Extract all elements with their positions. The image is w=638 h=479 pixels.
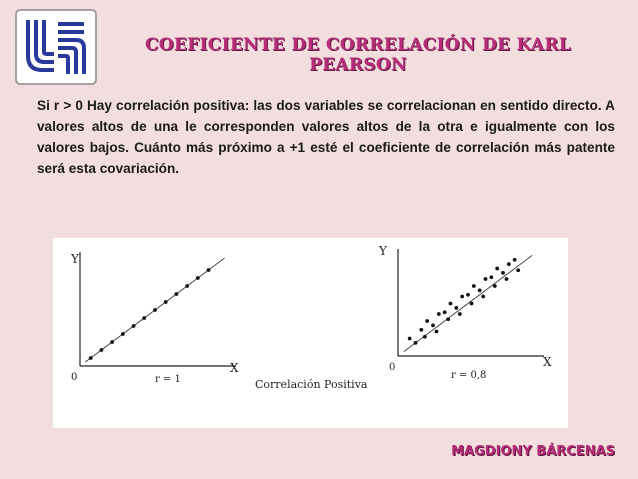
data-point <box>454 306 458 310</box>
data-point <box>164 300 168 304</box>
data-point <box>153 308 157 312</box>
data-point <box>89 356 93 360</box>
x-axis-label: X <box>230 361 239 375</box>
institution-logo-icon <box>14 8 98 86</box>
data-point <box>513 258 517 262</box>
data-point <box>472 284 476 288</box>
data-point <box>425 319 429 323</box>
data-point <box>419 328 423 332</box>
chart-r1 <box>70 252 239 385</box>
data-point <box>100 348 104 352</box>
data-point <box>449 302 453 306</box>
data-point <box>458 312 462 316</box>
data-point <box>435 330 439 334</box>
correlation-figure-svg <box>53 238 568 428</box>
data-point <box>196 276 200 280</box>
data-point <box>495 267 499 271</box>
data-point <box>110 340 114 344</box>
data-point <box>489 275 493 279</box>
author-name: MAGDIONY BÁRCENAS <box>451 444 615 459</box>
data-point <box>431 323 435 327</box>
data-point <box>516 268 520 272</box>
data-point <box>443 310 447 314</box>
y-axis-label: Y <box>379 244 387 258</box>
data-point <box>207 268 211 272</box>
data-point <box>466 293 470 297</box>
r-annotation: r = 1 <box>155 374 181 385</box>
data-point <box>484 277 488 281</box>
data-point <box>437 312 441 316</box>
data-point <box>460 295 464 299</box>
data-point <box>185 284 189 288</box>
data-point <box>501 271 505 275</box>
data-point <box>414 341 418 345</box>
data-point <box>507 262 511 266</box>
data-point <box>175 292 179 296</box>
data-point <box>505 277 509 281</box>
x-axis-label: X <box>543 355 552 369</box>
chart-r08 <box>378 244 552 381</box>
y-axis-label: Y <box>71 252 79 266</box>
data-point <box>446 317 450 321</box>
r-annotation: r = 0,8 <box>451 370 487 381</box>
figure-caption: Correlación Positiva <box>255 378 368 391</box>
data-point <box>132 324 136 328</box>
correlation-figure <box>53 238 568 428</box>
data-point <box>481 295 485 299</box>
page-title: COEFICIENTE DE CORRELACIÓN DE KARL PEARSON <box>144 35 572 75</box>
data-point <box>470 302 474 306</box>
data-point <box>423 335 427 339</box>
data-point <box>493 284 497 288</box>
origin-label: 0 <box>389 362 396 373</box>
data-point <box>121 332 125 336</box>
body-paragraph: Si r > 0 Hay correlación positiva: las dos variables se correlacionan en sentido directo. A valores altos de una le corresponden valores altos de la otra e igualmente con los valores bajos. Cuánto más próximo a +1 esté el coeficiente de correlación más patente será esta covariación. <box>37 98 615 176</box>
data-point <box>142 316 146 320</box>
data-point <box>408 337 412 341</box>
origin-label: 0 <box>71 372 78 383</box>
data-point <box>478 288 482 292</box>
